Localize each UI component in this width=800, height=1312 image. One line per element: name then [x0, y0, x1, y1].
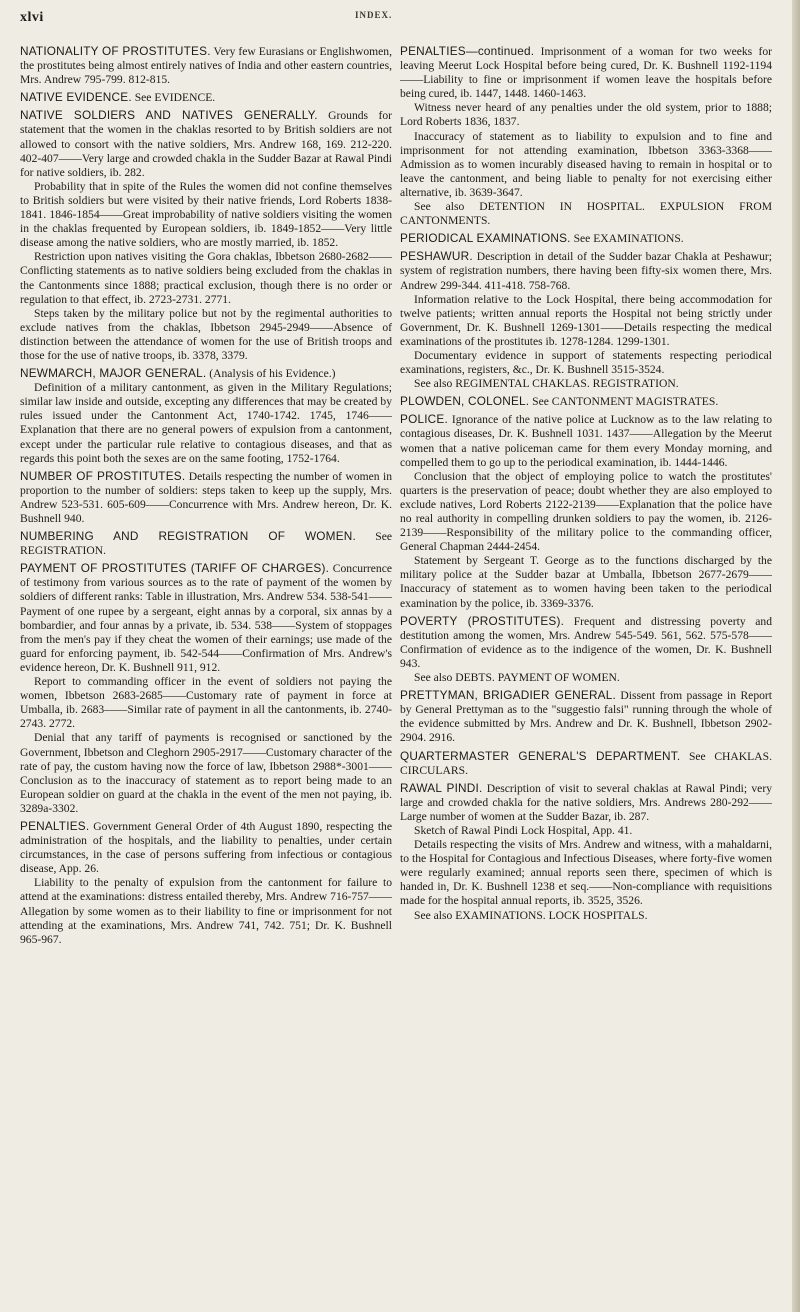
index-entry — [20, 44, 392, 87]
entry-paragraph — [20, 469, 392, 526]
entry-text: Frequent and distressing poverty and destitution among the women, Mrs. Andrew 545-549. 561, 562. 575-578——Confirmation of evidence as to the indigence of the women, Dr. K. Bushnell 943. — [400, 614, 772, 670]
entry-paragraph — [400, 412, 772, 469]
entry-paragraph: See also EXAMINATIONS. LOCK HOSPITALS. — [414, 908, 648, 922]
entry-heading: POLICE. — [400, 412, 448, 427]
entry-heading: NATIONALITY OF PROSTITUTES. — [20, 44, 211, 58]
right-column — [400, 44, 772, 926]
index-entry — [20, 819, 392, 947]
index-entry — [400, 412, 772, 610]
entry-paragraph — [20, 529, 392, 558]
entry-paragraph — [400, 614, 772, 671]
entry-text: Details respecting the number of women in proportion to the number of soldiers: steps taken to keep up the supply, Mrs. Andrew 523-531. 605-609——Concurrence with Mrs. Andrew hereon, Dr. K. Bushnell 940. — [20, 469, 392, 525]
entry-heading: PRETTYMAN, BRIGADIER GENERAL. — [400, 688, 616, 703]
entry-text: See EVIDENCE. — [134, 91, 216, 105]
index-entry — [20, 529, 392, 558]
entry-paragraph — [20, 561, 392, 675]
entry-paragraph: Report to commanding officer in the event of soldiers not paying the women, Ibbetson 2683-2685——Customary rate of payment in force at Umballa, ib. 2683——Similar rate of payment in all the cantonments, ib. 2740-2743. 2772. — [20, 675, 392, 731]
entry-heading: NEWMARCH, MAJOR GENERAL. — [20, 366, 207, 381]
entry-paragraph: Documentary evidence in support of statements respecting periodical examinations, registers, &c., Dr. K. Bushnell 3515-3524. — [400, 348, 772, 377]
entry-text: Very few Eurasians or Englishwomen, the prostitutes being almost entirely natives of India and other eastern countries, Mrs. Andrew 795-799. 812-815. — [20, 45, 392, 87]
entry-paragraph — [400, 749, 772, 778]
index-entry — [400, 249, 772, 391]
running-head: INDEX. — [355, 10, 393, 20]
page-number: xlvi — [20, 10, 44, 25]
entry-paragraph — [400, 44, 772, 101]
index-entry — [20, 366, 392, 466]
index-entry — [20, 469, 392, 526]
entry-text: Ignorance of the native police at Lucknow as to the law relating to contagious diseases, Dr. K. Bushnell 1031. 1437——Allegation by the Meerut women that a native policeman came for them every Monday morning, and compelled them to go up to the periodical examination, ib. 1444-1446. — [400, 413, 772, 469]
index-entry — [20, 108, 392, 363]
entry-paragraph: Statement by Sergeant T. George as to the functions discharged by the military police at the Sudder bazar at Umballa, Ibbetson 2677-2679——Inaccuracy of statement as to women having been taken to the periodical examination by the police, ib. 3369-3376. — [400, 554, 772, 610]
entry-text: Description in detail of the Sudder bazar Chakla at Peshawur; system of registration numbers, there having been fifty-six women there, Mrs. Andrew 299-344. 411-418. 758-768. — [400, 250, 772, 292]
entry-paragraph: Details respecting the visits of Mrs. Andrew and witness, with a mahaldarni, to the Hospital for Contagious and Infectious Diseases, where forty-five women were regularly examined; annual reports seen there, specimen of which is handed in, Dr. K. Bushnell 1238 et seq.——Non-compliance with requisitions made for the hospital annual reports, ib. 3525, 3526. — [400, 838, 772, 908]
index-entry — [400, 394, 772, 409]
entry-paragraph — [400, 781, 772, 824]
entry-paragraph — [20, 90, 392, 105]
entry-paragraph: Probability that in spite of the Rules the women did not confine themselves to British soldiers but were visited by their native friends, Lord Roberts 1838-1841. 1846-1854——Great improbability of native soldiers visiting the women in the chaklas frequented by European soldiers, ib. 1849-1852——Very little disease among the native soldiers, who are mostly married, ib. 1852. — [20, 179, 392, 250]
entry-paragraph: See also REGIMENTAL CHAKLAS. REGISTRATION. — [414, 377, 679, 391]
index-entry — [400, 614, 772, 685]
entry-heading: PERIODICAL EXAMINATIONS. — [400, 231, 571, 246]
entry-paragraph: Witness never heard of any penalties under the old system, prior to 1888; Lord Roberts 1836, 1837. — [400, 101, 772, 129]
entry-text: Imprisonment of a woman for two weeks for leaving Meerut Lock Hospital before being cured, Dr. K. Bushnell 1192-1194——Liability to fine or imprisonment if women leave the hospitals before being cured, ib. 1447, 1448. 1460-1463. — [400, 45, 772, 101]
entry-paragraph — [400, 249, 772, 292]
left-column — [20, 44, 392, 950]
entry-paragraph — [20, 366, 392, 381]
entry-paragraph: Sketch of Rawal Pindi Lock Hospital, App. 41. — [414, 823, 633, 837]
entry-text: Concurrence of testimony from various sources as to the rate of payment of the women by soldiers of different ranks: Table in illustration, Mrs. Andrew 534. 538-541——Payment of one rupee by a sergeant, eight annas by a corporal, six annas by a bombardier, and four annas by a private, ib. 534. 538——System of stoppages from the men's pay if they cheat the women of their earnings; use made of the guard for enforcing payment, ib. 542-544——Confirmation of Mrs. Andrew's evidence hereon, Dr. K. Bushnell 911, 912. — [20, 562, 392, 674]
entry-text: See EXAMINATIONS. — [573, 232, 684, 246]
entry-paragraph: Liability to the penalty of expulsion from the cantonment for failure to attend at the examinations: distress entailed thereby, Mrs. Andrew 716-757——Allegation by some women as to their liability to fine or imprisonment for not attending at the examinations, Mrs. Andrew 741, 742. 751; Dr. K. Bushnell 965-967. — [20, 876, 392, 946]
index-entry — [20, 90, 392, 105]
entry-text: Grounds for statement that the women in the chaklas resorted to by British soldiers are not allowed to consort with the native soldiers, Mrs. Andrew 168, 169. 212-220. 402-407——Very large and crowded chakla in the Sudder Bazar at Rawal Pindi for native soldiers, ib. 282. — [20, 109, 392, 179]
index-entry — [400, 231, 772, 246]
page-header — [20, 8, 760, 32]
entry-heading: PESHAWUR. — [400, 249, 473, 264]
entry-heading: PLOWDEN, COLONEL. — [400, 394, 530, 409]
entry-text: Government General Order of 4th August 1890, respecting the administration of the hospitals, and the liability to penalties, under certain circumstances, in the case of persons suffering from infectious or contagious disease, App. 26. — [20, 819, 392, 876]
entry-text: (Analysis of his Evidence.) — [209, 367, 336, 381]
entry-heading: POVERTY (PROSTITUTES). — [400, 613, 565, 628]
entry-heading: NATIVE SOLDIERS AND NATIVES GENERALLY. — [20, 108, 318, 123]
entry-paragraph: See also DETENTION IN HOSPITAL. EXPULSION FROM CANTONMENTS. — [400, 200, 772, 228]
entry-paragraph: Steps taken by the military police but not by the regimental authorities to exclude natives from the chaklas, Ibbetson 2945-2949——Absence of distinction between the attendance of women for the use of British troops and those for the use of native troops, ib. 3378, 3379. — [20, 306, 392, 362]
entry-paragraph — [400, 688, 772, 745]
index-entry — [400, 688, 772, 745]
index-entry — [400, 781, 772, 923]
entry-paragraph — [20, 108, 392, 179]
index-entry — [20, 561, 392, 816]
entry-heading: PAYMENT OF PROSTITUTES (TARIFF OF CHARGES). — [20, 561, 330, 576]
entry-heading: NUMBER OF PROSTITUTES. — [20, 468, 186, 483]
entry-heading: NUMBERING AND REGISTRATION OF WOMEN. — [20, 529, 356, 544]
entry-text: Description of visit to several chaklas at Rawal Pindi; very large and crowded chakla for the native soldiers, Mrs. Andrews 280-292——Large number of women at the Sudder Bazar, ib. 287. — [400, 781, 772, 823]
entry-text: See CANTONMENT MAGISTRATES. — [532, 395, 719, 409]
entry-text: Dissent from passage in Report by General Prettyman as to the "suggestio falsi" running through the whole of the evidence submitted by Mrs. Andrew and Dr. K. Bushnell, Ibbetson 2902-2904. 2916. — [400, 689, 772, 745]
entry-heading: PENALTIES—continued. — [400, 44, 535, 58]
entry-paragraph — [400, 394, 772, 409]
entry-heading: QUARTERMASTER GENERAL'S DEPARTMENT. — [400, 748, 681, 763]
entry-paragraph — [400, 231, 772, 246]
entry-paragraph: Information relative to the Lock Hospital, there being accommodation for twelve patients; written annual reports the Hospital not being strictly under Government, Dr. K. Bushnell 1269-1301——Details respecting the medical examinations of the prostitutes ib. 1278-1284. 1299-1301. — [400, 292, 772, 348]
entry-paragraph: See also DEBTS. PAYMENT OF WOMEN. — [414, 671, 620, 685]
page-edge — [792, 0, 800, 1312]
entry-paragraph: Definition of a military cantonment, as given in the Military Regulations; similar law inside and outside, excepting any differences that may be created by rules issued under the Cantonment Act, 1740-1742. 1745, 1746——Explanation that there are no general powers of expulsion from a cantonment, except under the particular rule relative to contagious diseases, and that as regards this point both the sexes are on the same footing, 1752-1764. — [20, 381, 392, 465]
entry-heading: RAWAL PINDI. — [400, 780, 483, 795]
entry-paragraph — [20, 819, 392, 876]
index-entry — [400, 44, 772, 228]
entry-heading: PENALTIES. — [20, 818, 90, 833]
entry-text: See REGISTRATION. — [20, 530, 392, 558]
entry-paragraph: Restriction upon natives visiting the Gora chaklas, Ibbetson 2680-2682——Conflicting statements as to native soldiers being excluded from the chaklas in the Cantonments since 1888; practical exclusion, though there is no order or regulation to that effect, ib. 2723-2731. 2771. — [20, 250, 392, 306]
entry-paragraph — [20, 44, 392, 87]
entry-paragraph: Conclusion that the object of employing police to watch the prostitutes' quarters is the preservation of peace; doubt whether they are also employed to exclude natives, Lord Roberts 2122-2139——Explanation that the police have no real authority in compelling drunken soldiers to pay the women, ib. 2126-2139——Responsibility of the military police to the commanding officer, General Chapman 2444-2454. — [400, 469, 772, 554]
entry-heading: NATIVE EVIDENCE. — [20, 90, 132, 105]
entry-paragraph: Inaccuracy of statement as to liability to expulsion and to fine and imprisonment for not attending examination, Ibbetson 3363-3368——Admission as to women incurably diseased having to remain in hospital or to leave the cantonment, and being liable to penalty for not exercising either alternative, ib. 3639-3647. — [400, 129, 772, 199]
entry-paragraph: Denial that any tariff of payments is recognised or sanctioned by the Government, Ibbetson and Cleghorn 2905-2917——Customary character of the rate of pay, the custom having now the force of law, Ibbetson 2988*-3001——Conclusion as to the inaccuracy of statement as to report being made to an European soldier on guard at the chakla in the event of the men not paying, ib. 3289a-3302. — [20, 731, 392, 815]
entry-text: See CHAKLAS. CIRCULARS. — [400, 749, 772, 777]
index-entry — [400, 749, 772, 778]
